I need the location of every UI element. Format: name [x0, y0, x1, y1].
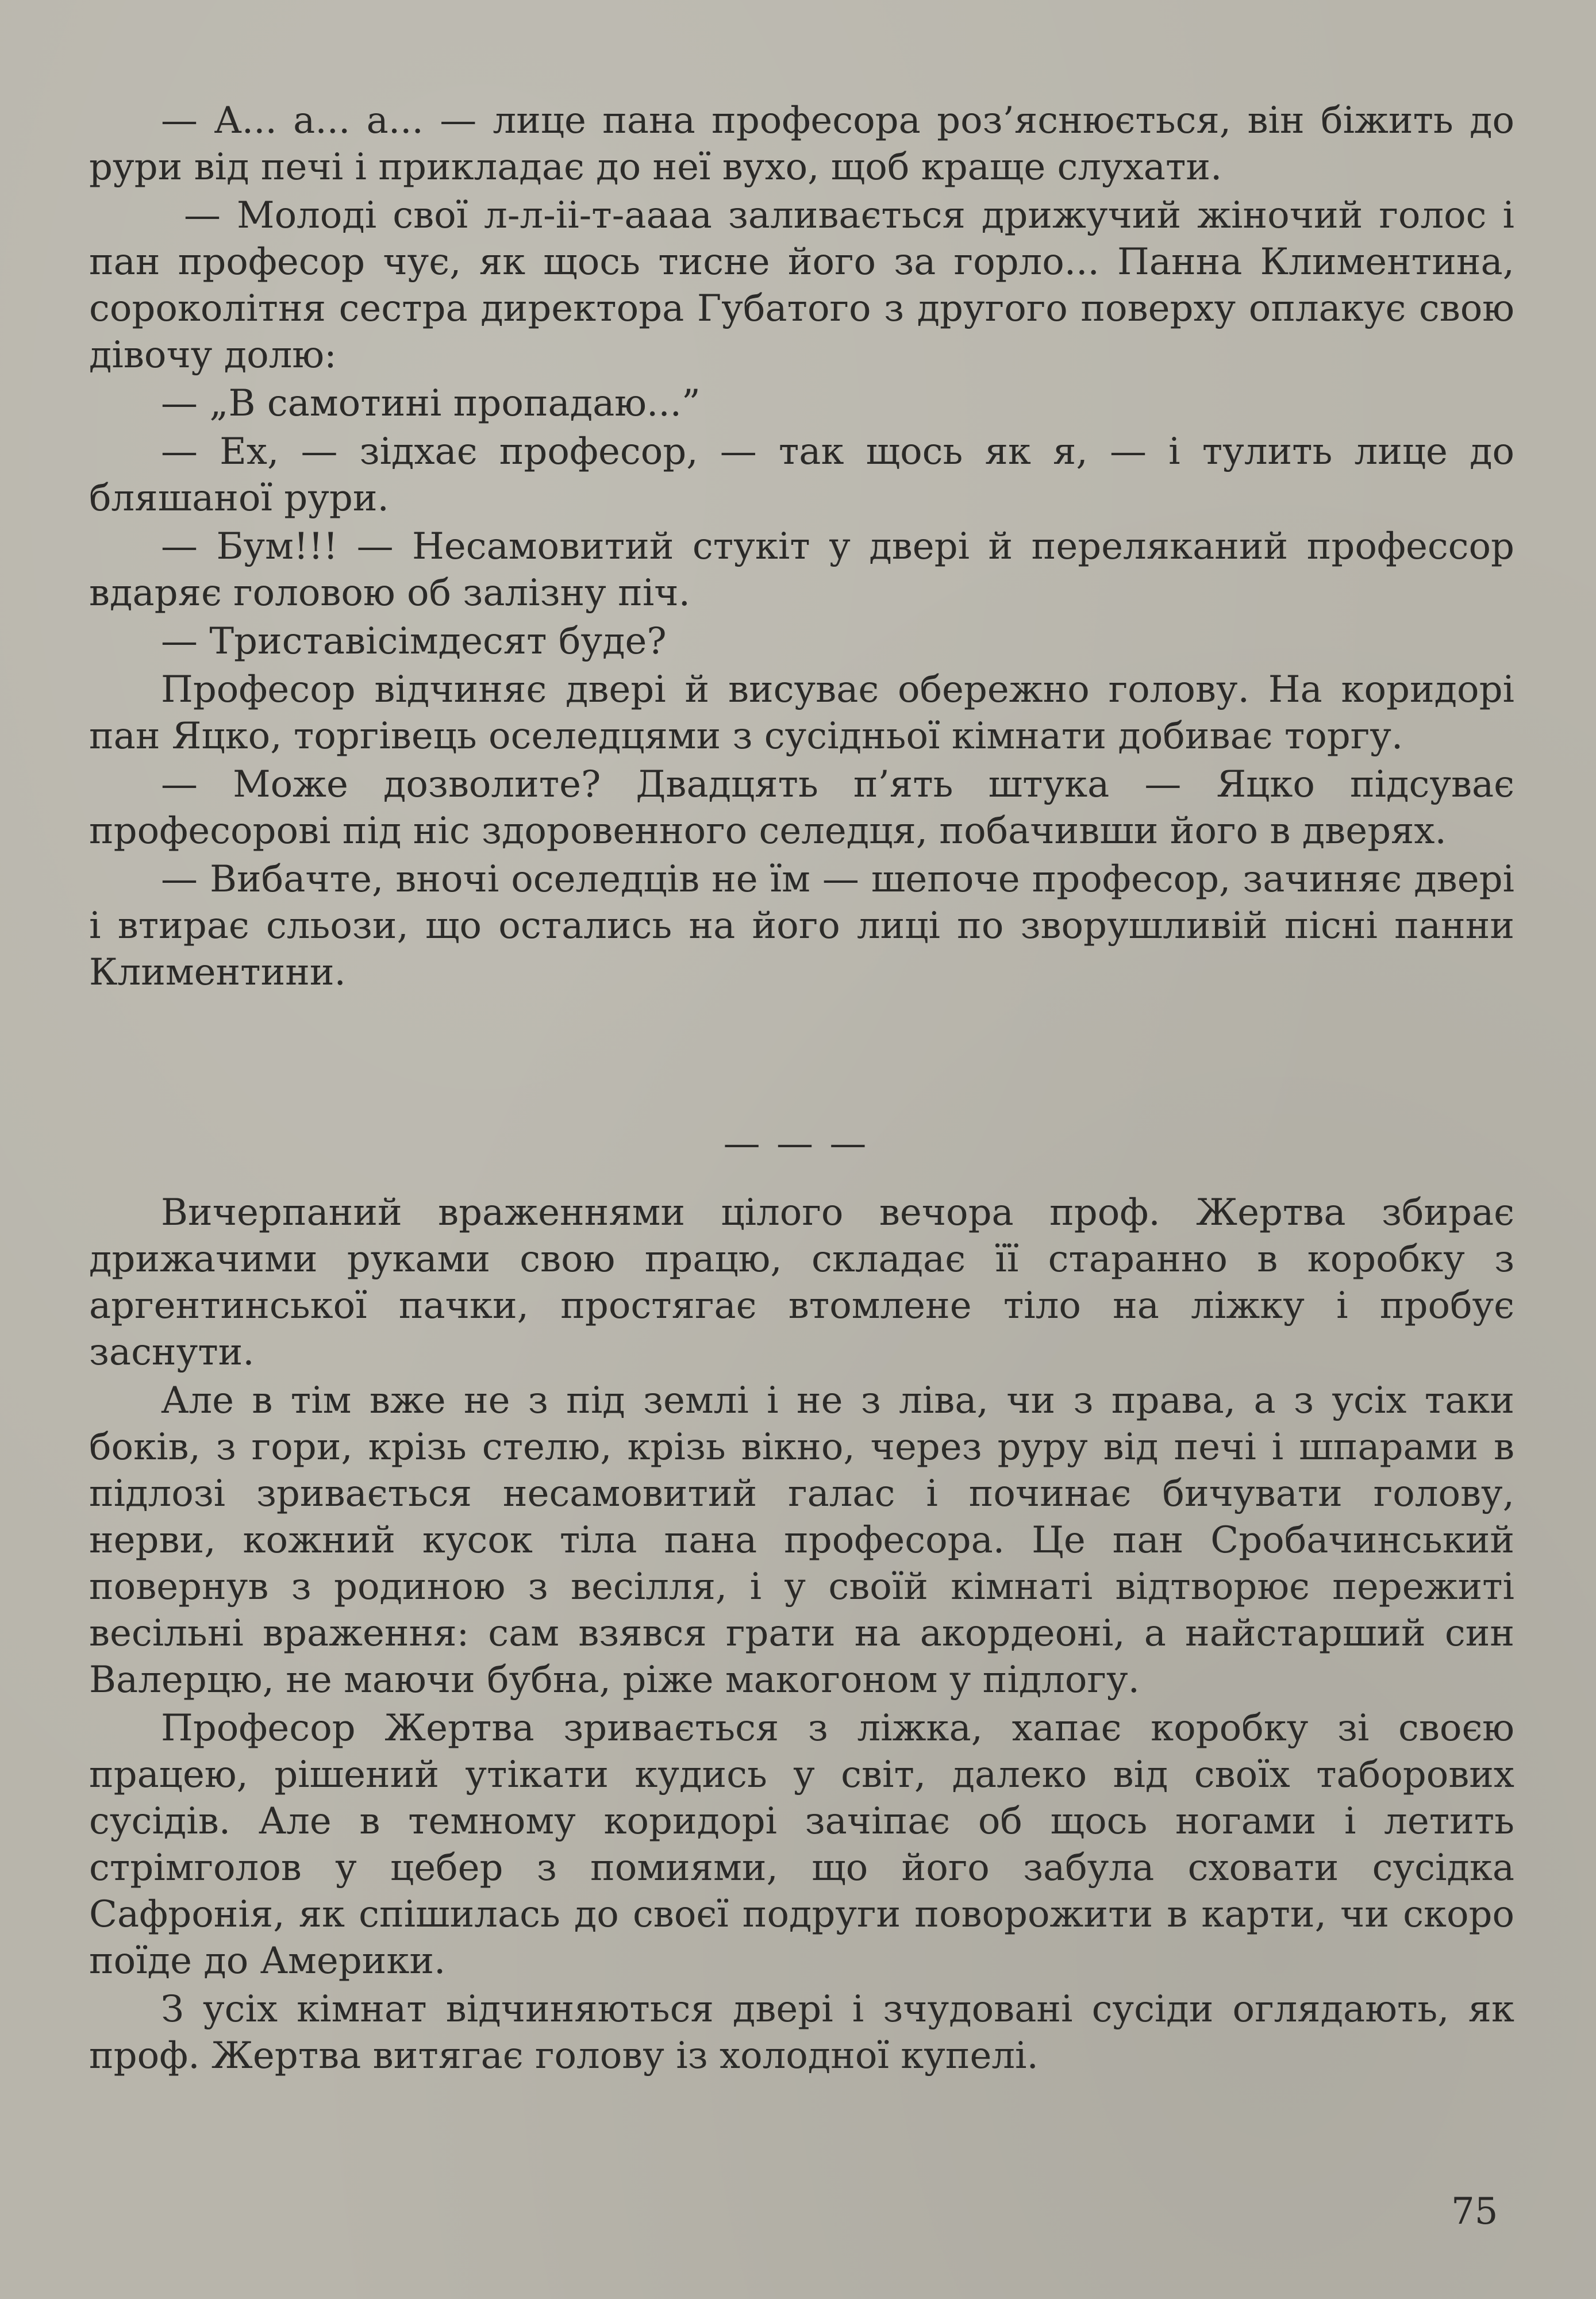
- section-divider: — — —: [723, 1122, 869, 1165]
- page-number: 75: [1451, 2190, 1498, 2233]
- paragraph: — Ех, — зідхає професор, — так щось як я, — і тулить лице до бляшаної рури.: [89, 430, 1514, 520]
- paragraph: — „В самотині пропадаю...”: [161, 382, 701, 425]
- text-block-bottom: [89, 1190, 1514, 2081]
- paragraph: З усіх кімнат відчиняються двері і зчудовані сусіди оглядають, як проф. Жертва витягає голову із холодної купелі.: [89, 1988, 1514, 2077]
- paragraph: Професор Жертва зривається з ліжка, хапає коробку зі своєю працею, рішений утікати кудись у світ, далеко від своїх таборових сусідів. Але в темному коридорі зачіпає об щось ногами і летить стрімголов у цебер з помиями, що його забула сховати сусідка Сафронія, як спішилась до своєї подруги поворожити в карти, чи скоро поїде до Америки.: [89, 1707, 1514, 1982]
- paragraph: — Триставісімдесят буде?: [161, 620, 667, 663]
- paragraph: Професор відчиняє двері й висуває обережно голову. На коридорі пан Яцко, торгівець оселедцями з сусідньої кімнати добиває торгу.: [89, 668, 1514, 758]
- paragraph: Але в тім вже не з під землі і не з ліва, чи з права, а з усіх таки боків, з гори, крізь стелю, крізь вікно, через руру від печі і шпарами в підлозі зривається несамовитий галас і починає бичувати голову, нерви, кожний кусок тіла пана професора. Це пан Сробачинський повернув з родиною з весілля, і у своїй кімнаті відтворює пережиті весільні враження: сам взявся грати на акордеоні, а найстарший син Валерцю, не маючи бубна, ріже макогоном у підлогу.: [89, 1379, 1514, 1701]
- text-block-top: [89, 98, 1514, 998]
- paragraph: — Може дозволите? Двадцять п’ять штука — Яцко підсуває професорові під ніс здоровенного селедця, побачивши його в дверях.: [89, 763, 1514, 852]
- paragraph: — Молоді свої л-л-іі-т-аааа заливається дрижучий жіночий голос і пан професор чує, як щось тисне його за горло... Панна Климентина, сороколітня сестра директора Губатого з другого поверху оплакує свою дівочу долю:: [89, 194, 1514, 376]
- paragraph: — Бум!!! — Несамовитий стукіт у двері й переляканий профессор вдаряє головою об залізну піч.: [89, 525, 1514, 614]
- paragraph: — Вибачте, вночі оселедців не їм — шепоче професор, зачиняє двері і втирає сльози, що остались на його лиці по зворушливій пісні панни Климентини.: [89, 858, 1514, 994]
- paragraph: Вичерпаний враженнями цілого вечора проф. Жертва збирає дрижачими руками свою працю, складає її старанно в коробку з аргентинської пачки, простягає втомлене тіло на ліжку і пробує заснути.: [89, 1191, 1514, 1374]
- paragraph: — А... а... а... — лице пана професора роз’яснюється, він біжить до рури від печі і прикладає до неї вухо, щоб краще слухати.: [89, 99, 1514, 189]
